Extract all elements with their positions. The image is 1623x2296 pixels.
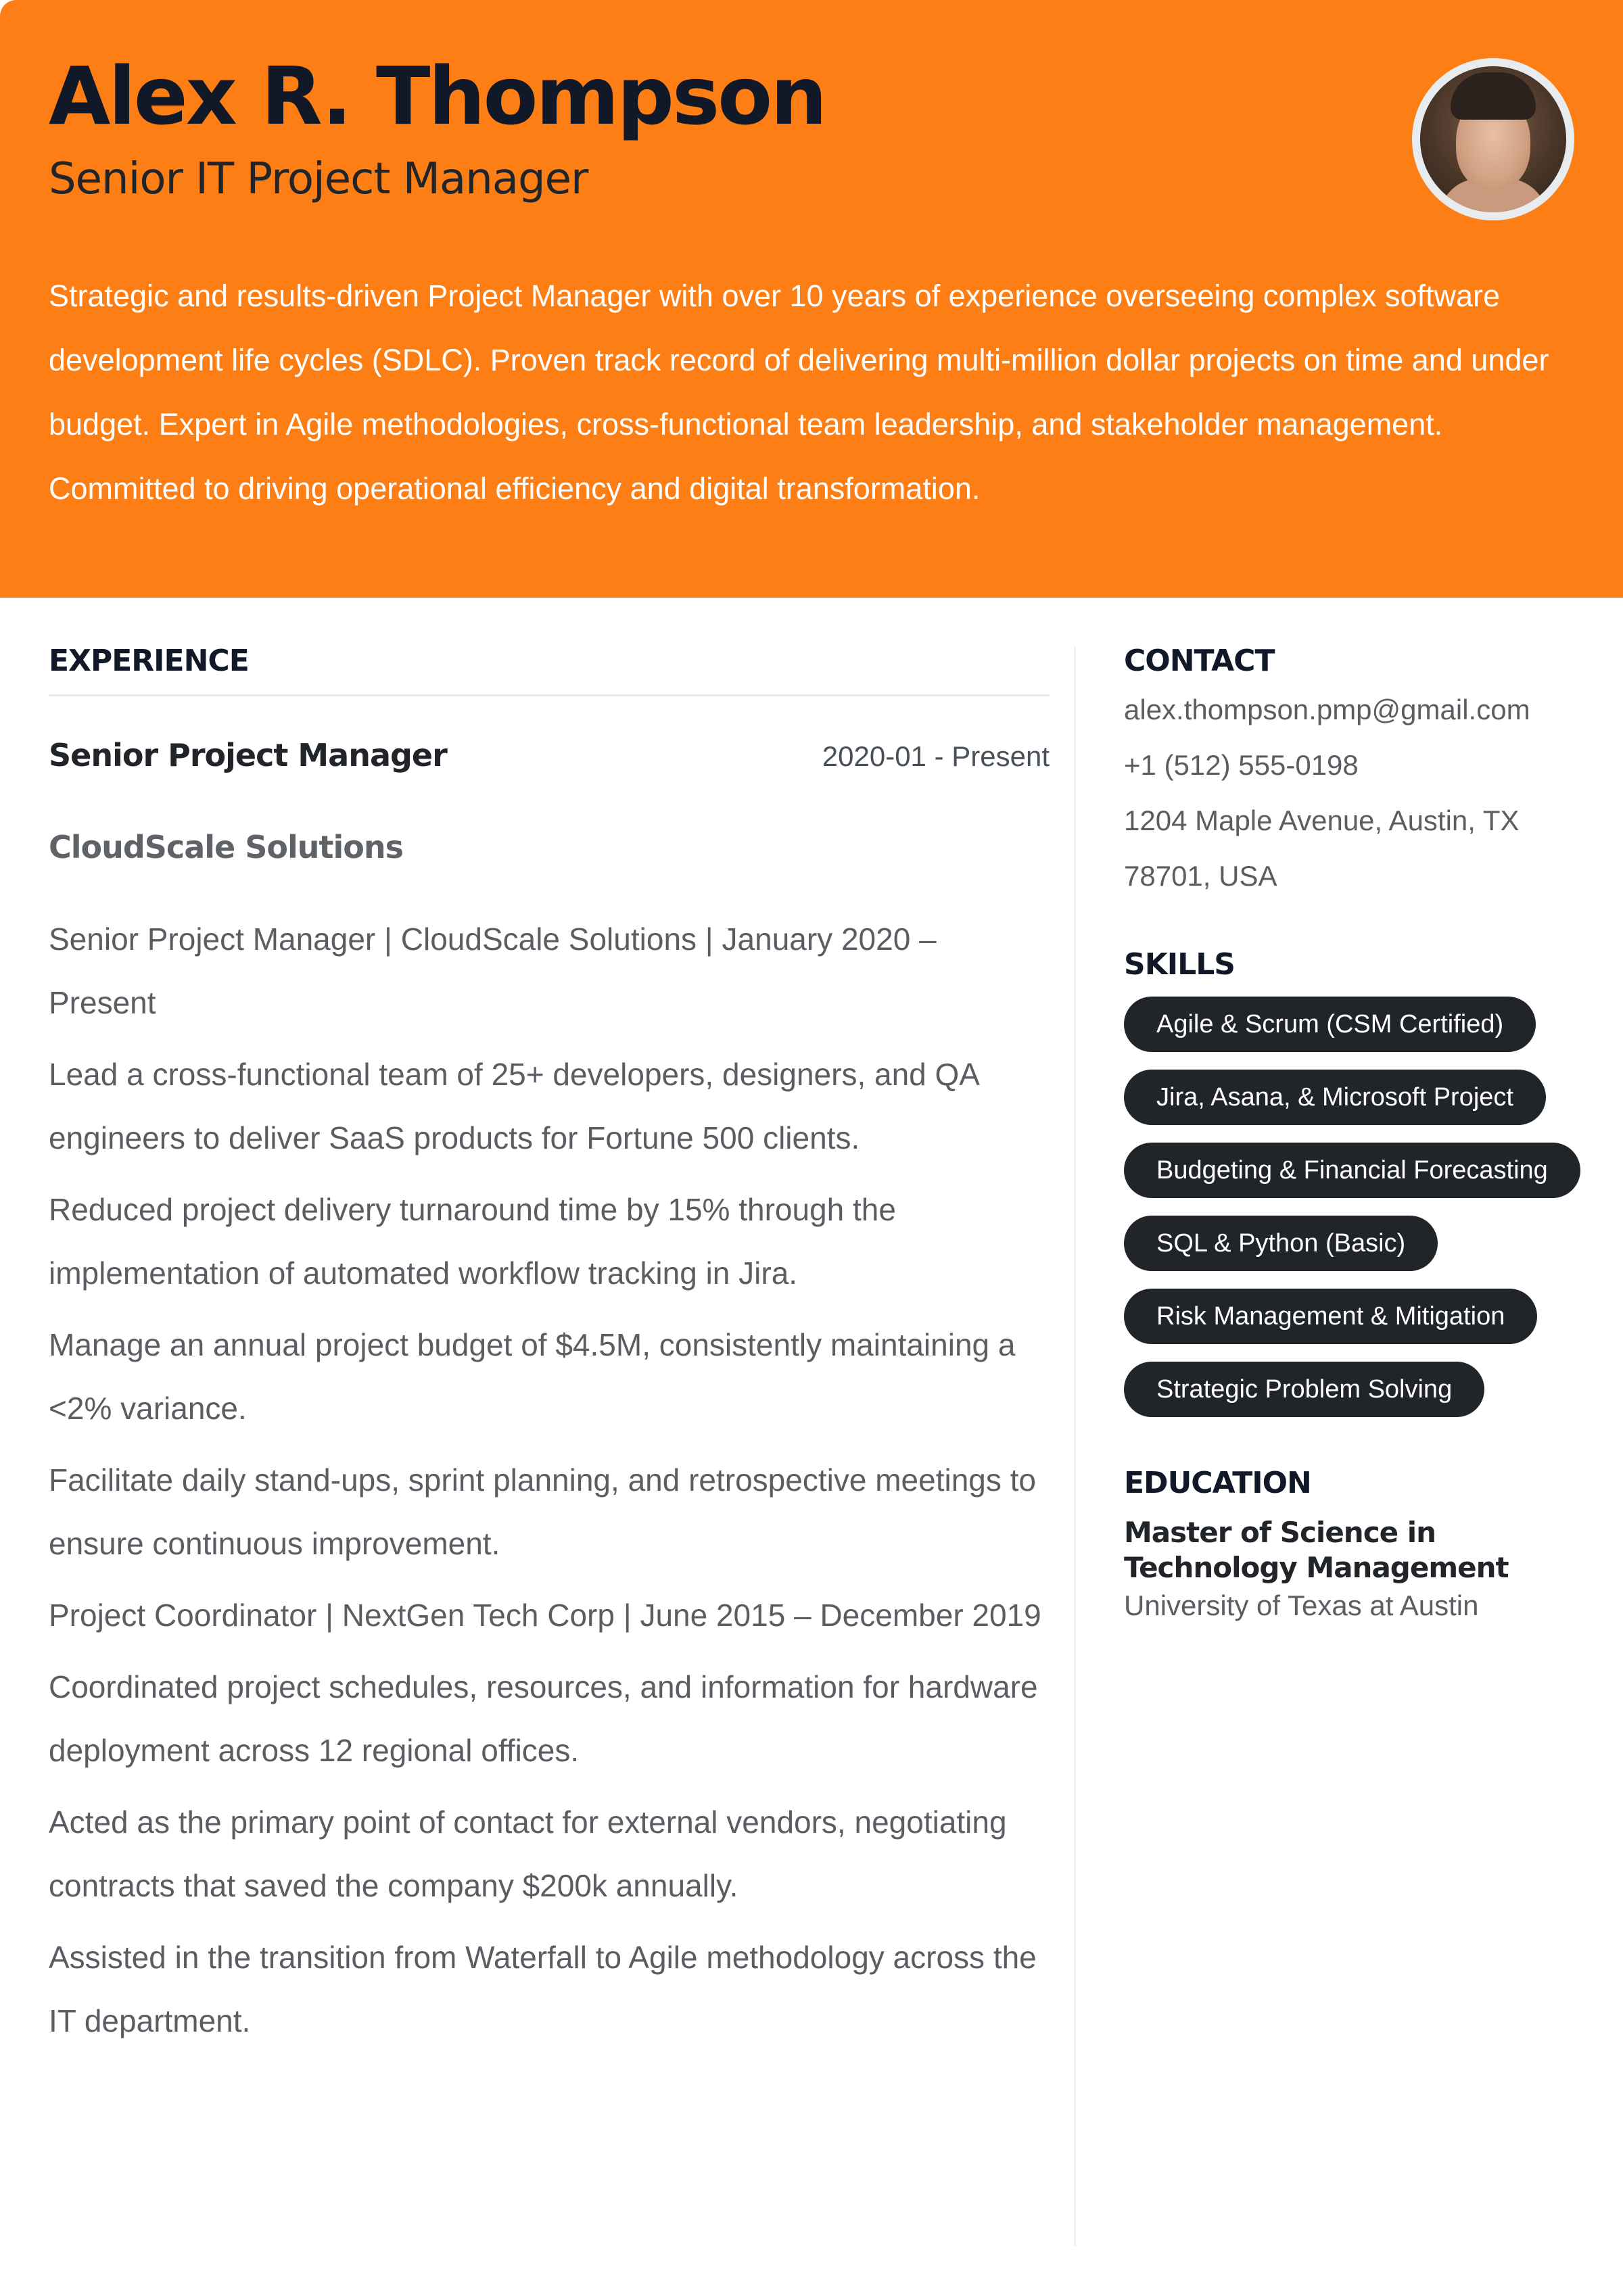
avatar-hair-shape [1451,72,1536,120]
section-divider [49,694,1050,696]
job-line: Facilitate daily stand-ups, sprint planning, and retrospective meetings to ensure continuous improvement. [49,1462,1037,1561]
resume-header [0,0,1623,598]
job-line: Project Coordinator | NextGen Tech Corp | June 2015 – December 2019 [49,1598,1041,1633]
job-description [49,907,1050,2053]
job-dates: 2020-01 - Present [822,740,1050,772]
job-line: Manage an annual project budget of $4.5M, consistently maintaining a <2% variance. [49,1327,1016,1426]
education-degree: Master of Science in Technology Management [1124,1516,1509,1584]
skill-pill: Budgeting & Financial Forecasting [1124,1143,1580,1198]
skill-pill: Jira, Asana, & Microsoft Project [1124,1070,1546,1125]
contact-phone[interactable]: +1 (512) 555-0198 [1124,749,1359,781]
contact-email[interactable]: alex.thompson.pmp@gmail.com [1124,694,1530,725]
skills-list [1124,997,1597,1417]
contact-address: 1204 Maple Avenue, Austin, TX 78701, USA [1124,805,1520,892]
job-line: Reduced project delivery turnaround time by 15% through the implementation of automated workflow tracking in Jira. [49,1192,896,1291]
job-header [49,737,1050,773]
candidate-name: Alex R. Thompson [49,49,826,143]
column-divider [1074,646,1076,2246]
sidebar [1124,644,1597,1622]
skill-pill: SQL & Python (Basic) [1124,1216,1438,1271]
profile-photo-icon [1412,58,1574,220]
contact-heading: CONTACT [1124,644,1275,678]
job-company: CloudScale Solutions [49,829,403,865]
job-line: Coordinated project schedules, resources, and information for hardware deployment across 12 regional offices. [49,1669,1038,1768]
avatar [1420,66,1566,212]
experience-section [49,644,1050,2061]
professional-summary: Strategic and results-driven Project Manager with over 10 years of experience overseeing complex software development life cycles (SDLC). Proven track record of delivering multi-million dollar projects on time and under budget. Expert in Agile methodologies, cross-functional team leadership, and stakeholder management. Committed to driving operational efficiency and digital transformation. [49,279,1549,506]
job-line: Senior Project Manager | CloudScale Solutions | January 2020 – Present [49,922,937,1020]
job-line: Assisted in the transition from Waterfall to Agile methodology across the IT department. [49,1940,1037,2038]
contact-list [1124,682,1597,904]
skills-heading: SKILLS [1124,947,1235,982]
skill-pill: Risk Management & Mitigation [1124,1289,1537,1344]
skill-pill: Agile & Scrum (CSM Certified) [1124,997,1536,1052]
job-title: Senior Project Manager [49,737,447,773]
education-school: University of Texas at Austin [1124,1589,1479,1621]
experience-heading: EXPERIENCE [49,644,249,678]
candidate-title: Senior IT Project Manager [49,154,588,204]
skill-pill: Strategic Problem Solving [1124,1362,1484,1417]
education-heading: EDUCATION [1124,1466,1311,1500]
job-line: Lead a cross-functional team of 25+ developers, designers, and QA engineers to deliver SaaS products for Fortune 500 clients. [49,1057,979,1155]
job-line: Acted as the primary point of contact for external vendors, negotiating contracts that saved the company $200k annually. [49,1804,1007,1903]
